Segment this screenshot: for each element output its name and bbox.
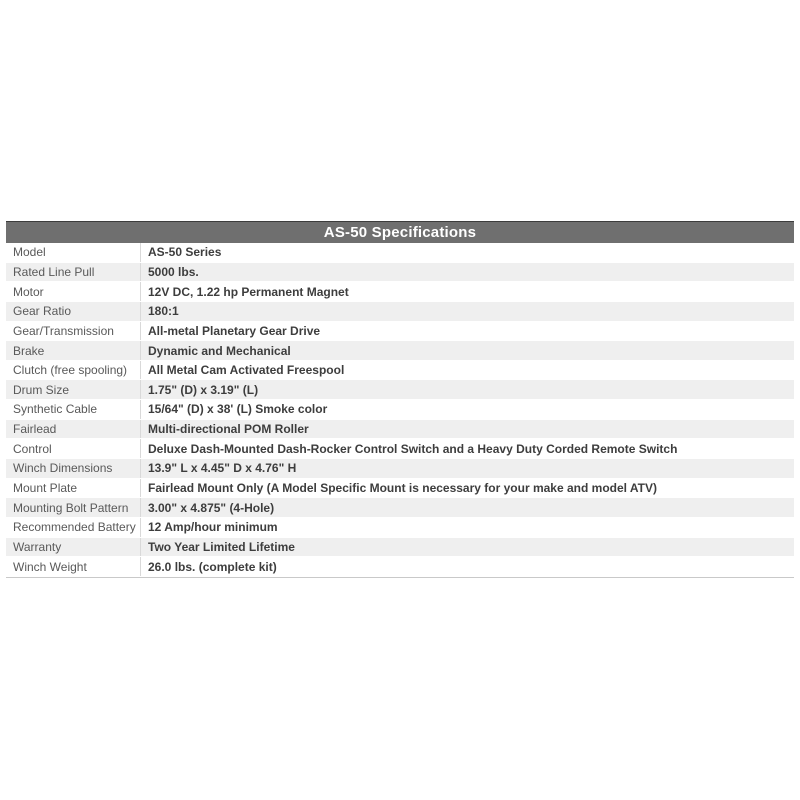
spec-row xyxy=(6,420,794,440)
spec-row xyxy=(6,439,794,459)
spec-label: Drum Size xyxy=(6,380,141,399)
spec-label: Fairlead xyxy=(6,420,141,439)
spec-value: AS-50 Series xyxy=(148,245,222,260)
spec-row xyxy=(6,479,794,499)
spec-label: Warranty xyxy=(6,538,141,557)
spec-value: 180:1 xyxy=(148,304,179,319)
spec-label: Winch Weight xyxy=(6,557,141,576)
spec-row xyxy=(6,302,794,322)
spec-label: Rated Line Pull xyxy=(6,263,141,282)
spec-label: Winch Dimensions xyxy=(6,459,141,478)
spec-value: 13.9" L x 4.45" D x 4.76" H xyxy=(148,461,297,476)
spec-value: All-metal Planetary Gear Drive xyxy=(148,323,321,338)
spec-row xyxy=(6,361,794,381)
spec-row xyxy=(6,518,794,538)
spec-row xyxy=(6,498,794,518)
spec-value: Multi-directional POM Roller xyxy=(148,422,309,437)
spec-value: 12V DC, 1.22 hp Permanent Magnet xyxy=(148,284,349,299)
spec-label: Control xyxy=(6,439,141,458)
spec-label: Clutch (free spooling) xyxy=(6,361,141,380)
spec-value: All Metal Cam Activated Freespool xyxy=(148,363,345,378)
spec-value: 1.75" (D) x 3.19" (L) xyxy=(148,382,259,397)
spec-value: 15/64" (D) x 38' (L) Smoke color xyxy=(148,402,328,417)
spec-label: Gear Ratio xyxy=(6,302,141,321)
spec-label: Mount Plate xyxy=(6,479,141,498)
spec-value: 5000 lbs. xyxy=(148,264,199,279)
spec-row xyxy=(6,322,794,342)
spec-row xyxy=(6,400,794,420)
spec-row xyxy=(6,538,794,558)
spec-row xyxy=(6,557,794,577)
spec-value: 3.00" x 4.875" (4-Hole) xyxy=(148,500,275,515)
spec-row xyxy=(6,243,794,263)
spec-label: Motor xyxy=(6,282,141,301)
spec-value: Fairlead Mount Only (A Model Specific Mount is necessary for your make and model ATV) xyxy=(148,481,657,495)
spec-row xyxy=(6,459,794,479)
spec-row xyxy=(6,341,794,361)
spec-row xyxy=(6,282,794,302)
spec-value: 26.0 lbs. (complete kit) xyxy=(148,559,277,574)
spec-value: Deluxe Dash-Mounted Dash-Rocker Control Switch and a Heavy Duty Corded Remote Switch xyxy=(148,441,678,456)
spec-label: Mounting Bolt Pattern xyxy=(6,498,141,517)
spec-value: 12 Amp/hour minimum xyxy=(148,520,278,535)
spec-table-title: AS-50 Specifications xyxy=(6,221,794,243)
spec-value: Dynamic and Mechanical xyxy=(148,343,291,358)
spec-label: Recommended Battery xyxy=(6,518,141,537)
spec-table xyxy=(6,221,794,578)
spec-label: Gear/Transmission xyxy=(6,322,141,341)
spec-label: Model xyxy=(6,243,141,262)
spec-row xyxy=(6,380,794,400)
spec-label: Brake xyxy=(6,341,141,360)
spec-label: Synthetic Cable xyxy=(6,400,141,419)
spec-rows xyxy=(6,243,794,577)
spec-row xyxy=(6,263,794,283)
spec-value: Two Year Limited Lifetime xyxy=(148,539,295,554)
